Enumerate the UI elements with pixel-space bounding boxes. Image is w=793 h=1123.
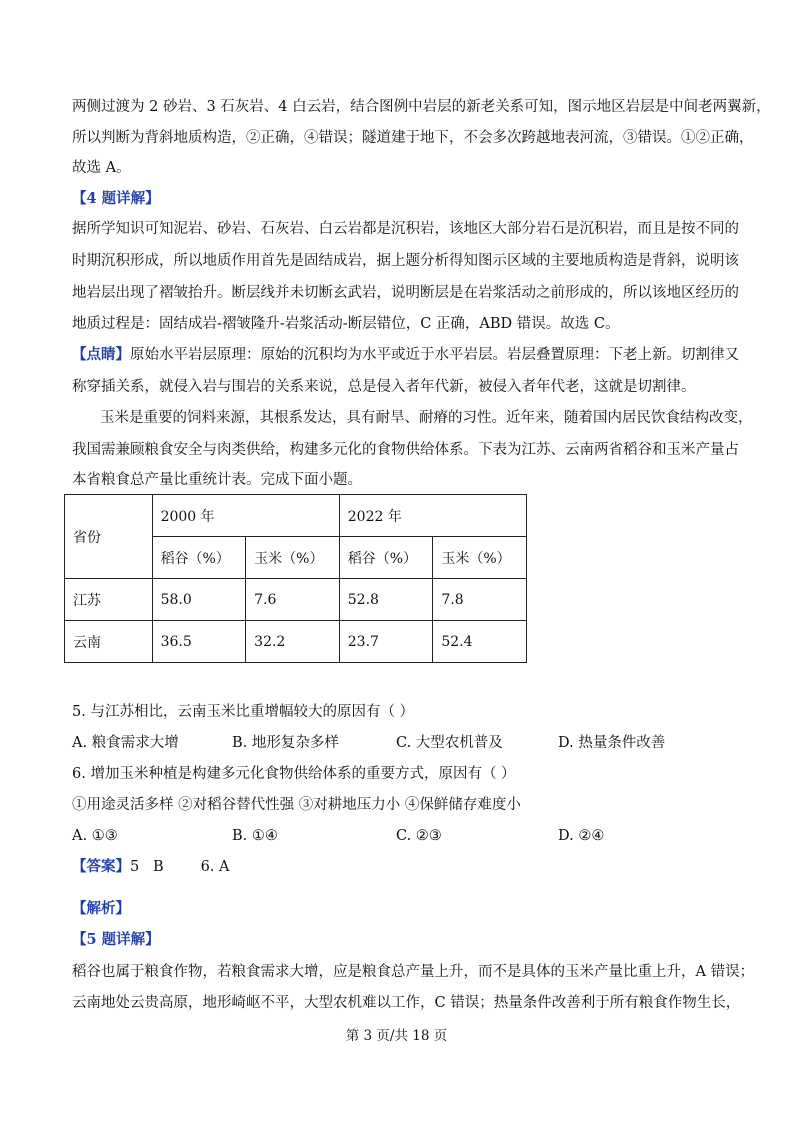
intro-line: 我国需兼顾粮食安全与肉类供给，构建多元化的食物供给体系。下表为江苏、云南两省稻谷和玉米产量占 (72, 442, 739, 458)
q5-option-c: C. 大型农机普及 (396, 735, 503, 751)
paragraph-line: 云南地处云贵高原，地形崎岖不平，大型农机难以工作，C 错误；热量条件改善利于所有粮食作物生长， (72, 995, 741, 1011)
cell-value: 7.6 (246, 579, 340, 621)
question-6-items: ①用途灵活多样 ②对稻谷替代性强 ③对耕地压力小 ④保鲜储存难度小 (72, 797, 521, 813)
paragraph-line: 地岩层出现了褶皱抬升。断层线并未切断玄武岩，说明断层是在岩浆活动之前形成的，所以该地区经历的 (72, 285, 739, 301)
paragraph-line: 时期沉积形成，所以地质作用首先是固结成岩，据上题分析得知图示区域的主要地质构造是背斜，说明该 (72, 253, 739, 269)
cell-value: 52.4 (433, 621, 527, 663)
q5-option-a: A. 粮食需求大增 (72, 735, 179, 751)
header-province: 省份 (65, 495, 153, 579)
q5-option-b: B. 地形复杂多样 (232, 735, 339, 751)
cell-value: 36.5 (152, 621, 246, 663)
paragraph-line: 所以判断为背斜地质构造，②正确，④错误；隧道建于地下，不会多次跨越地表河流，③错误。①②正确， (72, 130, 754, 146)
section-heading-q5: 【5 题详解】 (72, 931, 160, 948)
question-6: 6. 增加玉米种植是构建多元化食物供给体系的重要方式，原因有（ ） (72, 766, 516, 782)
question-5: 5. 与江苏相比，云南玉米比重增幅较大的原因有（ ） (72, 704, 415, 720)
cell-province: 江苏 (65, 579, 153, 621)
q6-option-a: A. ①③ (72, 828, 118, 844)
q6-option-c: C. ②③ (396, 828, 442, 844)
header-year-2022: 2022 年 (339, 495, 526, 537)
cell-value: 23.7 (339, 621, 433, 663)
page-footer: 第 3 页/共 18 页 (345, 1028, 448, 1044)
answer-text: 5 B 6. A (130, 859, 230, 875)
header-rice-2000: 稻谷（%） (152, 537, 246, 579)
section-heading-q4: 【4 题详解】 (72, 190, 160, 207)
grain-statistics-table (64, 494, 527, 663)
paragraph-line: 稻谷也属于粮食作物，若粮食需求大增，应是粮食总产量上升，而不是具体的玉米产量比重上升，A 错误； (72, 964, 755, 980)
header-year-2000: 2000 年 (152, 495, 339, 537)
answer-label: 【答案】 (72, 858, 130, 875)
paragraph-line: 故选 A。 (72, 160, 131, 176)
cell-value: 58.0 (152, 579, 246, 621)
intro-line: 本省粮食总产量比重统计表。完成下面小题。 (72, 472, 362, 488)
q5-option-d: D. 热量条件改善 (558, 735, 666, 751)
table-row (65, 579, 527, 621)
cell-value: 32.2 (246, 621, 340, 663)
tip-line (72, 345, 739, 365)
table-row (65, 621, 527, 663)
header-rice-2022: 稻谷（%） (339, 537, 433, 579)
paragraph-line: 两侧过渡为 2 砂岩、3 石灰岩、4 白云岩，结合图例中岩层的新老关系可知，图示地区岩层是中间老两翼新， (72, 99, 771, 115)
cell-value: 7.8 (433, 579, 527, 621)
cell-province: 云南 (65, 621, 153, 663)
header-corn-2000: 玉米（%） (246, 537, 340, 579)
paragraph-line: 据所学知识可知泥岩、砂岩、石灰岩、白云岩都是沉积岩，该地区大部分岩石是沉积岩，而且是按不同的 (72, 221, 739, 237)
cell-value: 52.8 (339, 579, 433, 621)
analysis-label: 【解析】 (72, 900, 130, 917)
tip-label: 【点睛】 (72, 346, 130, 363)
tip-text: 原始水平岩层原理：原始的沉积均为水平或近于水平岩层。岩层叠置原理：下老上新。切割律又 (130, 347, 739, 363)
q6-option-b: B. ①④ (232, 828, 278, 844)
header-corn-2022: 玉米（%） (433, 537, 527, 579)
paragraph-line: 地质过程是：固结成岩-褶皱隆升-岩浆活动-断层错位，C 正确，ABD 错误。故选 C。 (72, 316, 620, 332)
intro-line: 玉米是重要的饲料来源，其根系发达，具有耐旱、耐瘠的习性。近年来，随着国内居民饮食结构改变， (100, 410, 753, 426)
q6-option-d: D. ②④ (558, 828, 605, 844)
paragraph-line: 称穿插关系，就侵入岩与围岩的关系来说，总是侵入者年代新，被侵入者年代老，这就是切割律。 (72, 379, 696, 395)
answer-line (72, 857, 230, 877)
